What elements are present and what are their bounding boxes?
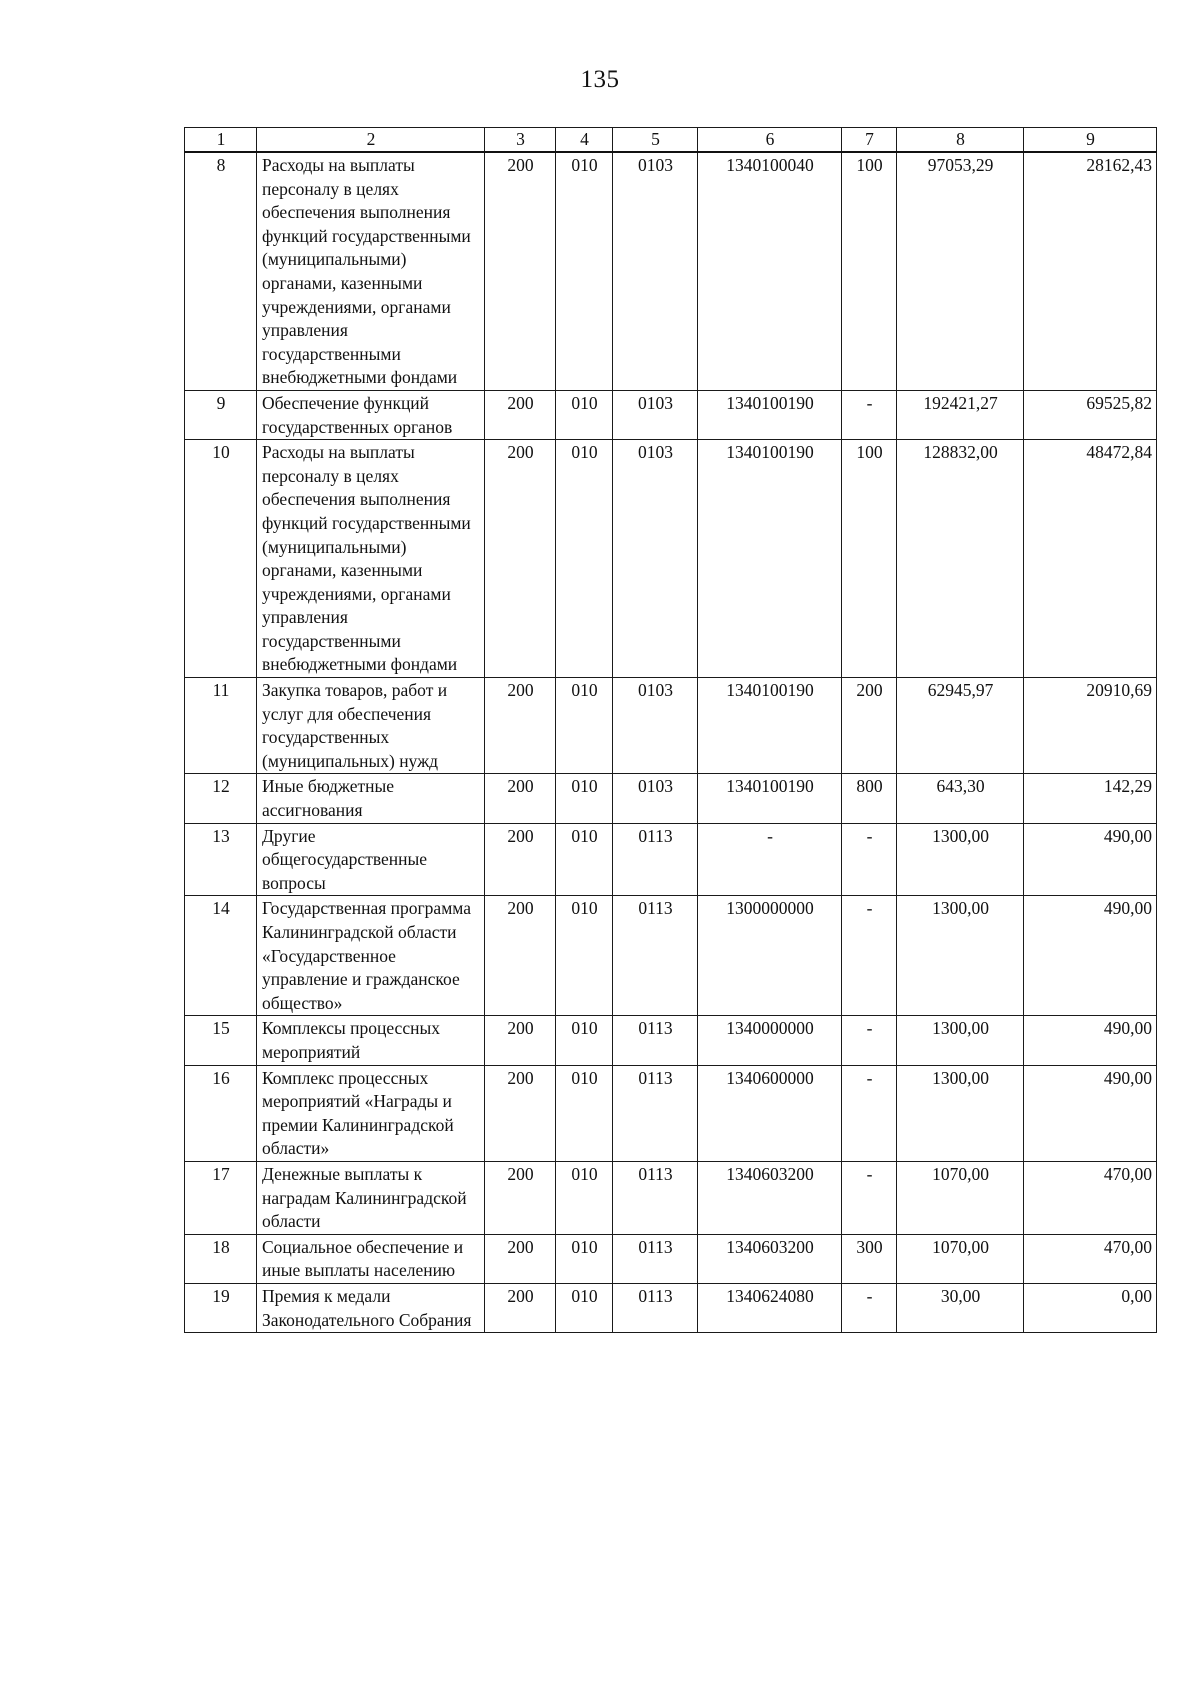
- description-cell: Иные бюджетные ассигнования: [257, 774, 485, 823]
- expense-type-cell: 300: [842, 1234, 897, 1283]
- expense-type-cell: -: [842, 1065, 897, 1161]
- section-cell: 0113: [613, 1065, 698, 1161]
- expense-type-cell: 100: [842, 152, 897, 390]
- amount-cell: 490,00: [1024, 1065, 1157, 1161]
- target-article-cell: 1340000000: [698, 1016, 842, 1065]
- section-cell: 0103: [613, 774, 698, 823]
- row-number-cell: 10: [185, 440, 257, 678]
- target-article-cell: 1340100190: [698, 390, 842, 439]
- amount-cell: 1300,00: [897, 1016, 1024, 1065]
- section-cell: 0103: [613, 678, 698, 774]
- amount-cell: 470,00: [1024, 1234, 1157, 1283]
- table-row: [185, 896, 1157, 1016]
- page-number: 135: [580, 66, 620, 93]
- code-cell: 200: [485, 1161, 556, 1234]
- table-row: [185, 774, 1157, 823]
- table-row: [185, 1016, 1157, 1065]
- description-cell: Премия к медали Законодательного Собрания: [257, 1283, 485, 1332]
- code-cell: 200: [485, 1065, 556, 1161]
- amount-cell: 490,00: [1024, 896, 1157, 1016]
- header-row: [185, 128, 1157, 153]
- code-cell: 010: [556, 1161, 613, 1234]
- amount-cell: 643,30: [897, 774, 1024, 823]
- code-cell: 200: [485, 152, 556, 390]
- amount-cell: 1300,00: [897, 1065, 1024, 1161]
- amount-cell: 30,00: [897, 1283, 1024, 1332]
- section-cell: 0113: [613, 1016, 698, 1065]
- section-cell: 0113: [613, 1283, 698, 1332]
- code-cell: 200: [485, 823, 556, 896]
- budget-table: [184, 127, 1157, 1333]
- expense-type-cell: -: [842, 823, 897, 896]
- target-article-cell: 1340600000: [698, 1065, 842, 1161]
- column-header: 7: [842, 128, 897, 153]
- amount-cell: 128832,00: [897, 440, 1024, 678]
- expense-type-cell: -: [842, 1161, 897, 1234]
- expense-type-cell: -: [842, 390, 897, 439]
- amount-cell: 142,29: [1024, 774, 1157, 823]
- table-row: [185, 440, 1157, 678]
- description-cell: Расходы на выплаты персоналу в целях обеспечения выполнения функций государственными (муниципальными) органами, казенными учреждениями, органами управления государственными внебюджетными фондами: [257, 440, 485, 678]
- row-number-cell: 19: [185, 1283, 257, 1332]
- table-row: [185, 678, 1157, 774]
- column-header: 4: [556, 128, 613, 153]
- section-cell: 0113: [613, 896, 698, 1016]
- section-cell: 0103: [613, 152, 698, 390]
- expense-type-cell: 100: [842, 440, 897, 678]
- row-number-cell: 18: [185, 1234, 257, 1283]
- code-cell: 200: [485, 390, 556, 439]
- table-row: [185, 1234, 1157, 1283]
- expense-type-cell: 800: [842, 774, 897, 823]
- amount-cell: 470,00: [1024, 1161, 1157, 1234]
- code-cell: 010: [556, 1016, 613, 1065]
- table-row: [185, 1065, 1157, 1161]
- code-cell: 010: [556, 390, 613, 439]
- table-row: [185, 1161, 1157, 1234]
- row-number-cell: 11: [185, 678, 257, 774]
- section-cell: 0113: [613, 823, 698, 896]
- column-header: 3: [485, 128, 556, 153]
- column-header: 6: [698, 128, 842, 153]
- row-number-cell: 9: [185, 390, 257, 439]
- description-cell: Комплекс процессных мероприятий «Награды и премии Калининградской области»: [257, 1065, 485, 1161]
- code-cell: 200: [485, 1234, 556, 1283]
- row-number-cell: 17: [185, 1161, 257, 1234]
- table-row: [185, 823, 1157, 896]
- target-article-cell: 1340100190: [698, 440, 842, 678]
- table-row: [185, 390, 1157, 439]
- row-number-cell: 14: [185, 896, 257, 1016]
- expense-type-cell: -: [842, 1016, 897, 1065]
- description-cell: Комплексы процессных мероприятий: [257, 1016, 485, 1065]
- code-cell: 010: [556, 896, 613, 1016]
- target-article-cell: 1340603200: [698, 1161, 842, 1234]
- amount-cell: 0,00: [1024, 1283, 1157, 1332]
- row-number-cell: 8: [185, 152, 257, 390]
- row-number-cell: 15: [185, 1016, 257, 1065]
- code-cell: 200: [485, 1283, 556, 1332]
- row-number-cell: 16: [185, 1065, 257, 1161]
- description-cell: Обеспечение функций государственных органов: [257, 390, 485, 439]
- column-header: 2: [257, 128, 485, 153]
- code-cell: 010: [556, 774, 613, 823]
- code-cell: 200: [485, 440, 556, 678]
- table-row: [185, 1283, 1157, 1332]
- target-article-cell: 1340100190: [698, 774, 842, 823]
- description-cell: Другие общегосударственные вопросы: [257, 823, 485, 896]
- amount-cell: 1070,00: [897, 1234, 1024, 1283]
- table-row: [185, 152, 1157, 390]
- amount-cell: 69525,82: [1024, 390, 1157, 439]
- amount-cell: 192421,27: [897, 390, 1024, 439]
- amount-cell: 62945,97: [897, 678, 1024, 774]
- code-cell: 200: [485, 774, 556, 823]
- amount-cell: 1300,00: [897, 823, 1024, 896]
- code-cell: 200: [485, 896, 556, 1016]
- section-cell: 0103: [613, 390, 698, 439]
- section-cell: 0103: [613, 440, 698, 678]
- section-cell: 0113: [613, 1234, 698, 1283]
- code-cell: 200: [485, 1016, 556, 1065]
- column-header: 5: [613, 128, 698, 153]
- description-cell: Расходы на выплаты персоналу в целях обеспечения выполнения функций государственными (муниципальными) органами, казенными учреждениями, органами управления государственными внебюджетными фондами: [257, 152, 485, 390]
- description-cell: Денежные выплаты к наградам Калининградской области: [257, 1161, 485, 1234]
- expense-type-cell: 200: [842, 678, 897, 774]
- row-number-cell: 12: [185, 774, 257, 823]
- description-cell: Социальное обеспечение и иные выплаты населению: [257, 1234, 485, 1283]
- code-cell: 010: [556, 440, 613, 678]
- amount-cell: 48472,84: [1024, 440, 1157, 678]
- amount-cell: 1300,00: [897, 896, 1024, 1016]
- row-number-cell: 13: [185, 823, 257, 896]
- target-article-cell: 1340100040: [698, 152, 842, 390]
- code-cell: 010: [556, 678, 613, 774]
- amount-cell: 28162,43: [1024, 152, 1157, 390]
- expense-type-cell: -: [842, 1283, 897, 1332]
- target-article-cell: 1340624080: [698, 1283, 842, 1332]
- target-article-cell: 1300000000: [698, 896, 842, 1016]
- target-article-cell: 1340100190: [698, 678, 842, 774]
- amount-cell: 1070,00: [897, 1161, 1024, 1234]
- code-cell: 010: [556, 152, 613, 390]
- description-cell: Закупка товаров, работ и услуг для обеспечения государственных (муниципальных) нужд: [257, 678, 485, 774]
- section-cell: 0113: [613, 1161, 698, 1234]
- amount-cell: 490,00: [1024, 1016, 1157, 1065]
- expense-type-cell: -: [842, 896, 897, 1016]
- target-article-cell: -: [698, 823, 842, 896]
- description-cell: Государственная программа Калининградской области «Государственное управление и гражданское общество»: [257, 896, 485, 1016]
- target-article-cell: 1340603200: [698, 1234, 842, 1283]
- amount-cell: 490,00: [1024, 823, 1157, 896]
- column-header: 1: [185, 128, 257, 153]
- code-cell: 010: [556, 1234, 613, 1283]
- code-cell: 010: [556, 1065, 613, 1161]
- column-header: 8: [897, 128, 1024, 153]
- code-cell: 200: [485, 678, 556, 774]
- amount-cell: 97053,29: [897, 152, 1024, 390]
- code-cell: 010: [556, 1283, 613, 1332]
- amount-cell: 20910,69: [1024, 678, 1157, 774]
- code-cell: 010: [556, 823, 613, 896]
- column-header: 9: [1024, 128, 1157, 153]
